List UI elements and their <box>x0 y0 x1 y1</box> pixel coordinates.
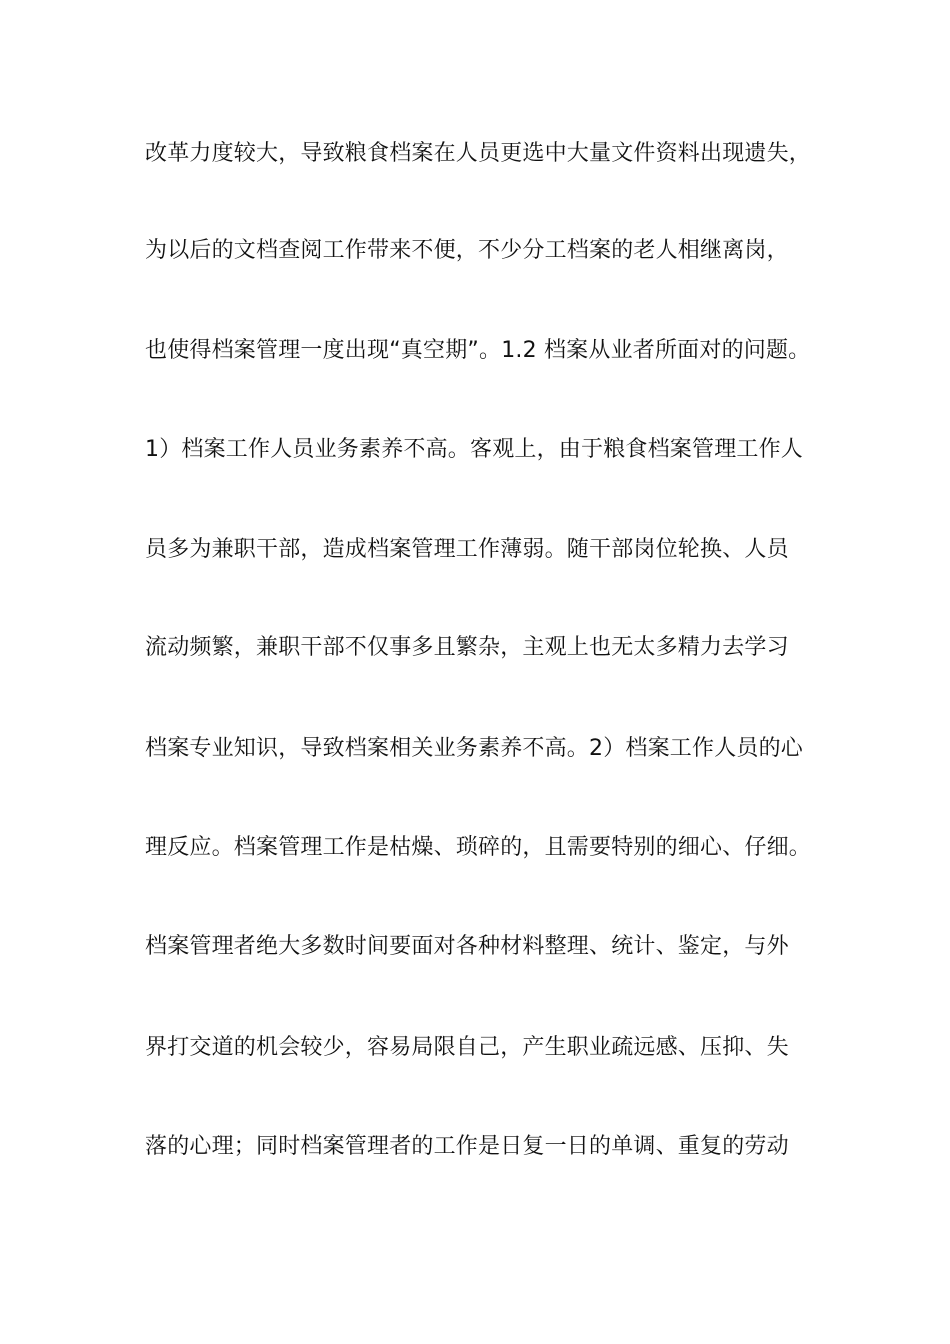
text-line: 改革力度较大，导致粮食档案在人员更选中大量文件资料出现遗失， <box>145 141 812 166</box>
text-line: 为以后的文档查阅工作带来不便，不少分工档案的老人相继离岗， <box>145 238 789 263</box>
text-line: 档案专业知识，导致档案相关业务素养不高。2）档案工作人员的心 <box>145 736 803 761</box>
text-line: 流动频繁，兼职干部不仅事多且繁杂，主观上也无太多精力去学习 <box>145 635 789 660</box>
text-line: 1）档案工作人员业务素养不高。客观上，由于粮食档案管理工作人 <box>145 437 803 462</box>
text-line: 落的心理；同时档案管理者的工作是日复一日的单调、重复的劳动 <box>145 1134 789 1159</box>
text-line: 理反应。档案管理工作是枯燥、琐碎的，且需要特别的细心、仔细。 <box>145 835 812 860</box>
text-line: 档案管理者绝大多数时间要面对各种材料整理、统计、鉴定，与外 <box>145 934 789 959</box>
text-line: 也使得档案管理一度出现“真空期”。1.2 档案从业者所面对的问题。 <box>145 338 811 363</box>
text-line: 员多为兼职干部，造成档案管理工作薄弱。随干部岗位轮换、人员 <box>145 537 789 562</box>
text-line: 界打交道的机会较少，容易局限自己，产生职业疏远感、压抑、失 <box>145 1035 789 1060</box>
